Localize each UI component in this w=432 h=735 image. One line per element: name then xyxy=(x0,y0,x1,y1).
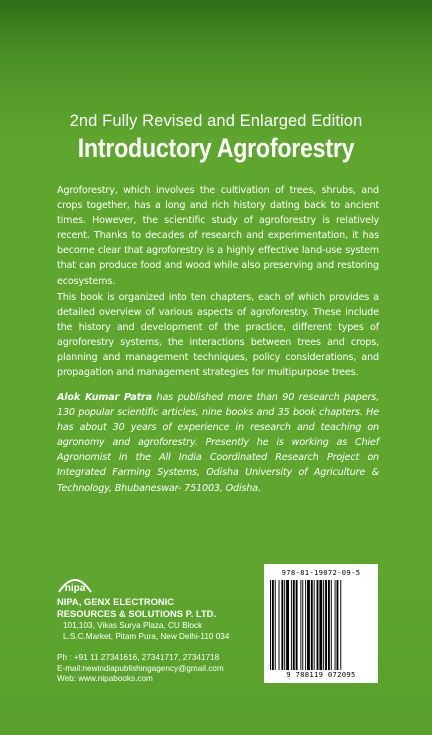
book-title: Introductory Agroforestry xyxy=(77,133,355,163)
email-text: E-mail:newindiapublishingagency@gmail.com xyxy=(57,663,224,673)
nipa-logo-icon xyxy=(57,572,93,594)
isbn-barcode xyxy=(264,564,378,683)
address-line-1: 101,103, Vikas Surya Plaza, CU Block xyxy=(63,621,203,630)
publisher-name-line-1: NIPA, GENX ELECTRONIC xyxy=(57,596,175,607)
barcode-bars xyxy=(270,580,372,670)
edition-line: 2nd Fully Revised and Enlarged Edition xyxy=(69,112,363,130)
phone-text: Ph : +91 11 27341616, 27341717, 27341718 xyxy=(57,653,220,662)
author-bio-paragraph xyxy=(57,390,379,496)
publisher-contact xyxy=(57,653,287,685)
blurb-paragraph-1: Agroforestry, which involves the cultivation of trees, shrubs, and crops together, has a long and rich history dating back to ancient times. However, the scientific study of agroforestry is relatively recent. Thanks to decades of research and experimentation, it has become clear that agroforestry is a highly effective land-use system that can produce food and wood while also preserving and restoring ecosystems. xyxy=(57,185,379,287)
web-text: Web: www.nipabooks.com xyxy=(57,674,153,684)
author-name: Alok Kumar Patra xyxy=(57,392,152,403)
isbn-top-text: 978-81-19072-09-5 xyxy=(281,568,361,577)
publisher-name xyxy=(57,596,257,620)
publisher-name-line-2: RESOURCES & SOLUTIONS P. LTD. xyxy=(57,608,217,619)
address-line-2: L.S.C.Market, Pitam Pura, New Delhi-110 034 xyxy=(63,631,230,641)
author-bio-text: has published more than 90 research papers, 130 popular scientific articles, nine books and 35 book chapters. He has about 30 years of experience in research and teaching on agronomy and agroforestry. Presently he is working as Chief Agronomist in the All India Coordinated Research Project on Integrated Farming Systems, Odisha University of Agriculture & Technology, Bhubaneswar- 751003, Odisha. xyxy=(57,392,379,494)
blurb-paragraph-2: This book is organized into ten chapters, each of which provides a detailed overview of various aspects of agroforestry. These include the history and development of the practice, different types of agroforestry systems, the interactions between trees and crops, planning and management techniques, policy considerations, and propagation and management strategies for multipurpose trees. xyxy=(57,292,379,379)
publisher-address xyxy=(63,621,283,642)
isbn-digits: 9 788119 072095 xyxy=(286,670,356,679)
logo-text: nipa xyxy=(64,583,86,594)
